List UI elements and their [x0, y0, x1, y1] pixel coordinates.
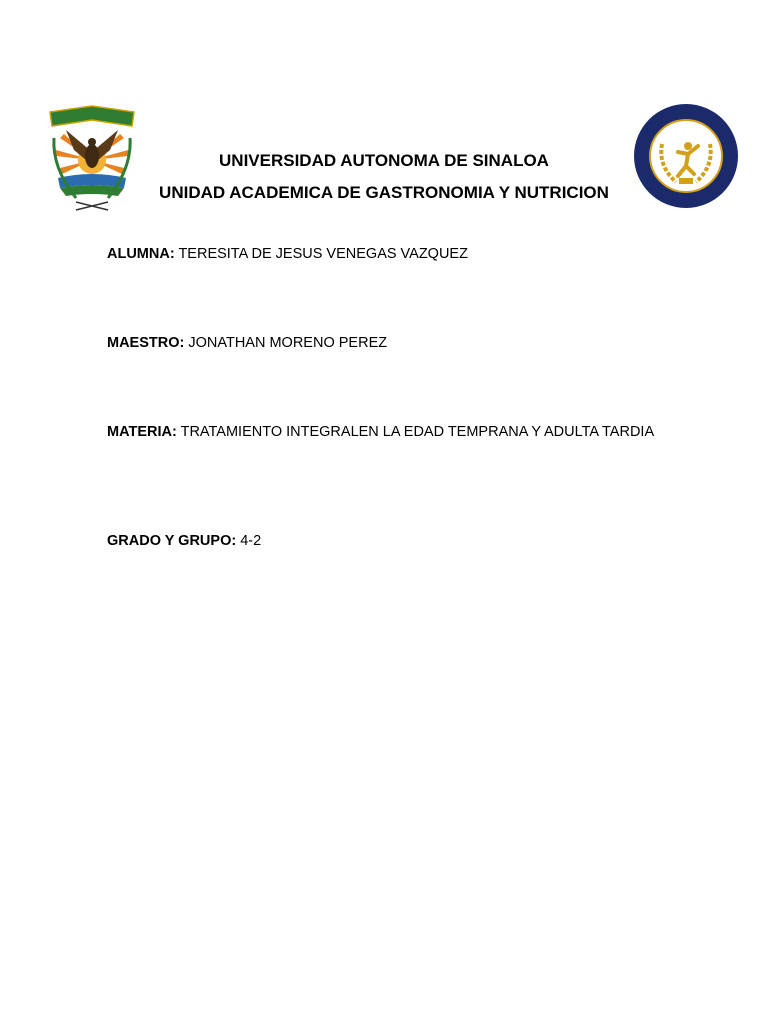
subject-label: MATERIA: [107, 424, 177, 440]
grade-group-label: GRADO Y GRUPO: [107, 533, 237, 549]
teacher-value: JONATHAN MORENO PEREZ [188, 335, 388, 351]
academic-unit-title: UNIDAD ACADEMICA DE GASTRONOMIA Y NUTRICION [159, 183, 609, 202]
subject-value: TRATAMIENTO INTEGRALEN LA EDAD TEMPRANA Y ADULTA TARDIA [180, 424, 655, 440]
university-title: UNIVERSIDAD AUTONOMA DE SINALOA [219, 151, 549, 170]
teacher-field [107, 333, 667, 353]
grade-group-field [107, 531, 667, 551]
student-field [107, 244, 667, 264]
subject-field [107, 422, 667, 442]
student-value: TERESITA DE JESUS VENEGAS VAZQUEZ [178, 246, 468, 262]
student-label: ALUMNA: [107, 246, 175, 262]
teacher-label: MAESTRO: [107, 335, 185, 351]
grade-group-value: 4-2 [240, 533, 262, 549]
